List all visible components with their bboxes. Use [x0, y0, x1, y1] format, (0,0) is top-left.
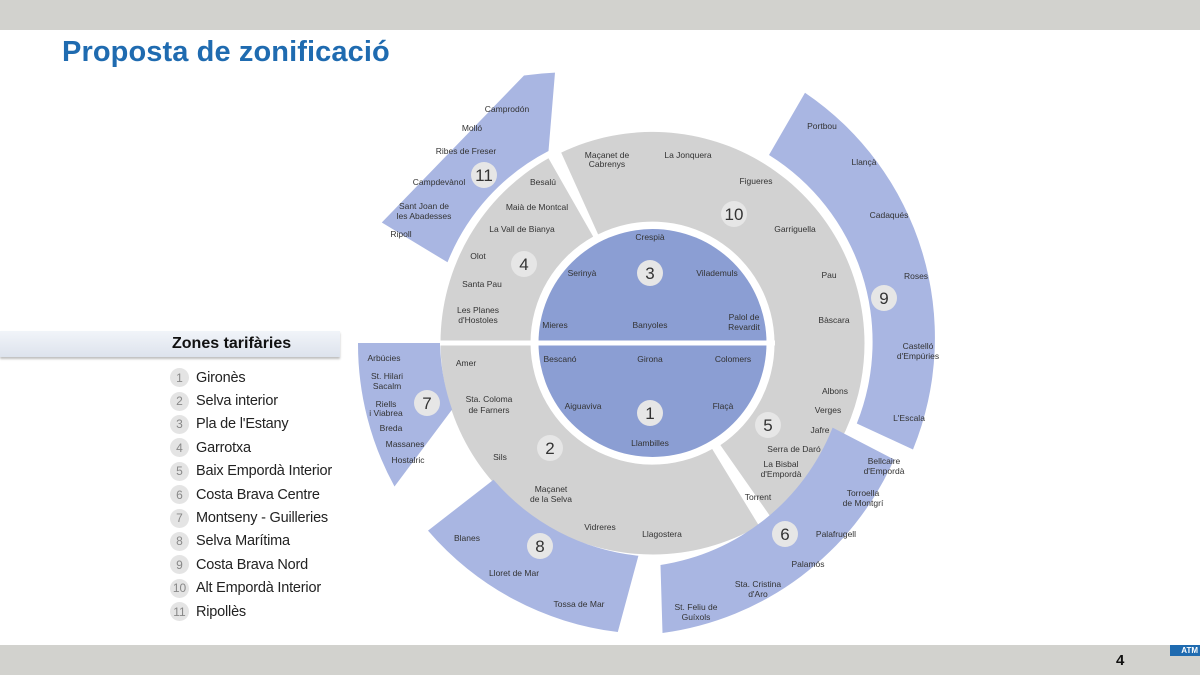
town-label: Arbúcies — [367, 353, 401, 363]
town-label: Llançà — [851, 157, 877, 167]
town-label: Serinyà — [567, 268, 597, 278]
town-label: Molló — [461, 123, 483, 133]
legend-number-badge: 7 — [170, 509, 189, 528]
town-label: Guíxols — [681, 612, 711, 622]
legend-number-badge: 9 — [170, 555, 189, 574]
town-label: Breda — [379, 423, 403, 433]
town-label: Besalú — [530, 177, 556, 187]
town-label: Torrent — [744, 492, 772, 502]
town-label: Llagostera — [642, 529, 682, 539]
town-label: Ripoll — [390, 229, 412, 239]
town-label: Sils — [493, 452, 507, 462]
legend-label: Pla de l'Estany — [196, 416, 289, 433]
town-label: Lloret de Mar — [488, 568, 540, 578]
town-label: Flaçà — [712, 401, 734, 411]
town-label: Roses — [903, 271, 929, 281]
town-label: Tossa de Mar — [553, 599, 605, 609]
legend-number-badge: 1 — [170, 368, 189, 387]
zone-1-number: 1 — [645, 404, 655, 423]
town-label: Pau — [821, 270, 837, 280]
town-label: Torroella — [846, 488, 880, 498]
town-label: Maçanet de — [584, 150, 630, 160]
town-label: Campdevànol — [412, 177, 466, 187]
page-title: Proposta de zonificació — [62, 36, 390, 68]
town-label: Sta. Cristina — [734, 579, 782, 589]
zone-2-number: 2 — [545, 439, 555, 458]
town-label: d'Empordà — [863, 466, 905, 476]
town-label: Crespià — [635, 232, 665, 242]
page-number: 4 — [1116, 652, 1125, 669]
town-label: Sta. Coloma — [465, 394, 513, 404]
town-label: Ribes de Freser — [435, 146, 497, 156]
town-label: Banyoles — [632, 320, 668, 330]
town-label: Vilademuls — [696, 268, 738, 278]
town-label: d'Empúries — [896, 351, 940, 361]
town-label: Albons — [822, 386, 848, 396]
town-label: St. Hilari — [370, 371, 404, 381]
town-label: Blanes — [454, 533, 480, 543]
legend-label: Baix Empordà Interior — [196, 463, 333, 480]
legend-label: Selva Marítima — [196, 533, 290, 550]
town-label: Cadaqués — [869, 210, 909, 220]
town-label: Camprodón — [484, 104, 530, 114]
town-label: Jafre — [810, 425, 830, 435]
town-label: Verges — [814, 405, 842, 415]
legend-header-label: Zones tarifàries — [172, 335, 292, 352]
town-label: Bescanó — [543, 354, 577, 364]
legend-number-badge: 3 — [170, 415, 189, 434]
legend-label: Costa Brava Centre — [196, 486, 320, 503]
town-label: Figueres — [739, 176, 773, 186]
legend-label: Garrotxa — [196, 439, 251, 456]
town-label: Palafrugell — [815, 529, 857, 539]
town-label: Les Planes — [456, 305, 500, 315]
town-label: les Abadesses — [396, 211, 452, 221]
legend-item — [170, 413, 332, 436]
legend-label: Montseny - Guilleries — [196, 510, 328, 527]
zone-9-number: 9 — [879, 289, 889, 308]
town-label: La Jonquera — [664, 150, 712, 160]
zone-10-number: 10 — [724, 205, 744, 224]
town-label: Palol de — [728, 312, 760, 322]
legend-number-badge: 2 — [170, 392, 189, 411]
town-label: Cabrenys — [588, 159, 626, 169]
town-label: Hostalric — [391, 455, 425, 465]
town-label: de Farners — [468, 405, 510, 415]
legend-number-badge: 10 — [170, 579, 189, 598]
town-label: Vidreres — [584, 522, 616, 532]
town-label: Bellcaire — [867, 456, 901, 466]
town-label: Bàscara — [818, 315, 850, 325]
town-label: Mieres — [542, 320, 568, 330]
zone-5-number: 5 — [763, 416, 773, 435]
town-label: de la Selva — [529, 494, 573, 504]
legend-header — [0, 331, 340, 357]
town-label: Santa Pau — [462, 279, 502, 289]
town-label: Garriguella — [774, 224, 816, 234]
town-label: Aiguaviva — [564, 401, 602, 411]
town-label: Palamós — [791, 559, 825, 569]
town-label: Sacalm — [372, 381, 402, 391]
town-label: Llambilles — [631, 438, 669, 448]
town-label: L'Escala — [893, 413, 925, 423]
legend-item — [170, 460, 332, 483]
town-label: Sant Joan de — [398, 201, 450, 211]
town-label: Massanes — [385, 439, 425, 449]
zone-4-number: 4 — [519, 255, 529, 274]
legend-number-badge: 5 — [170, 462, 189, 481]
legend-label: Ripollès — [196, 603, 246, 620]
legend-item — [170, 436, 332, 459]
town-label: Colomers — [714, 354, 752, 364]
town-label: Maià de Montcal — [505, 202, 569, 212]
zone-legend — [170, 366, 332, 623]
town-label: Maçanet — [534, 484, 568, 494]
zone-8-number: 8 — [535, 537, 545, 556]
legend-number-badge: 6 — [170, 485, 189, 504]
legend-item — [170, 389, 332, 412]
town-label: Girona — [637, 354, 663, 364]
legend-item — [170, 506, 332, 529]
town-label: d'Empordà — [760, 469, 802, 479]
legend-label: Costa Brava Nord — [196, 556, 309, 573]
town-label: La Bisbal — [763, 459, 799, 469]
legend-item — [170, 366, 332, 389]
town-label: Revardit — [728, 322, 760, 332]
legend-item — [170, 530, 332, 553]
town-label: Olot — [470, 251, 486, 261]
atm-logo: ATM — [1170, 645, 1200, 656]
legend-item — [170, 483, 332, 506]
town-label: Portbou — [807, 121, 837, 131]
town-label: St. Feliu de — [674, 602, 718, 612]
town-label: Amer — [455, 358, 477, 368]
town-label: i Viabrea — [369, 408, 403, 418]
legend-item — [170, 577, 332, 600]
town-label: Riells — [375, 399, 397, 409]
legend-label: Gironès — [196, 369, 246, 386]
legend-item — [170, 553, 332, 576]
zone-11-number: 11 — [475, 166, 493, 185]
legend-label: Alt Empordà Interior — [196, 580, 321, 597]
legend-label: Selva interior — [196, 393, 278, 410]
town-label: La Vall de Bianya — [489, 224, 555, 234]
legend-number-badge: 4 — [170, 438, 189, 457]
town-label: d'Hostoles — [458, 315, 498, 325]
town-label: Castelló — [902, 341, 934, 351]
legend-number-badge: 8 — [170, 532, 189, 551]
zone-6-number: 6 — [780, 525, 790, 544]
legend-number-badge: 11 — [170, 602, 189, 621]
zone-7-number: 7 — [422, 394, 432, 413]
town-label: d'Aro — [748, 589, 768, 599]
legend-item — [170, 600, 332, 623]
town-label: de Montgrí — [842, 498, 884, 508]
zone-3-number: 3 — [645, 264, 655, 283]
town-label: Serra de Daró — [767, 444, 821, 454]
